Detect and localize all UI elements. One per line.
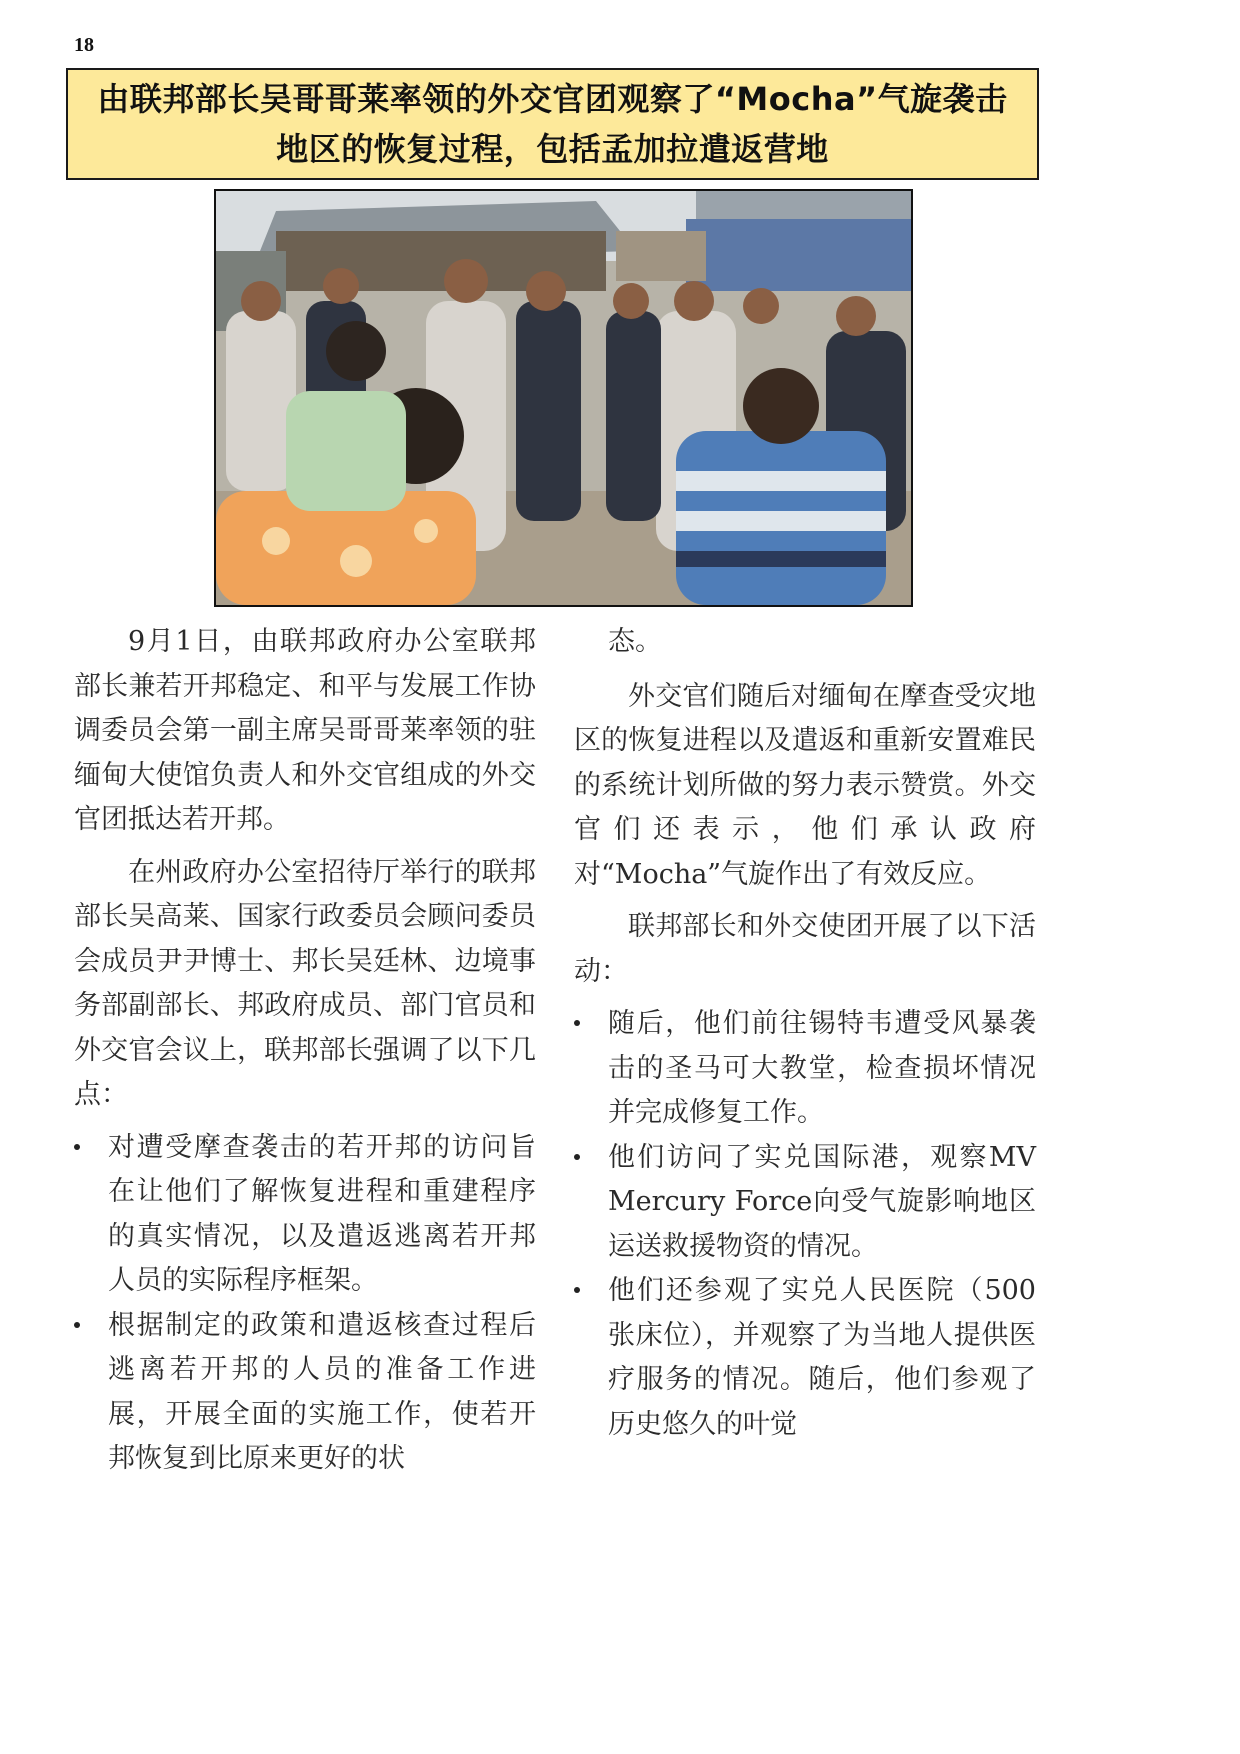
list-item: [74, 1126, 536, 1304]
bullet-icon: [574, 1020, 580, 1026]
headline-box: [66, 68, 1039, 180]
bullet-icon: [574, 1154, 580, 1160]
right-column: [574, 620, 1036, 1455]
paragraph: 联邦部长和外交使团开展了以下活动：: [574, 911, 1036, 987]
bullet-list: [74, 1126, 536, 1482]
list-item-text: 根据制定的政策和遣返核查过程后逃离若开邦的人员的准备工作进展，开展全面的实施工作，使若开邦恢复到比原来更好的状: [108, 1309, 536, 1474]
headline: 由联邦部长吴哥哥莱率领的外交官团观察了“Mocha”气旋袭击地区的恢复过程，包括孟加拉遣返营地: [97, 80, 1008, 168]
list-item-text: 他们访问了实兑国际港，观察MV Mercury Force向受气旋影响地区运送救援物资的情况。: [608, 1141, 1036, 1262]
list-item-text: 对遭受摩查袭击的若开邦的访问旨在让他们了解恢复进程和重建程序的真实情况，以及遣返逃离若开邦人员的实际程序框架。: [108, 1131, 536, 1296]
list-item: [574, 1136, 1036, 1270]
list-item: [574, 1269, 1036, 1447]
news-photo: [214, 189, 913, 607]
photo-image: [216, 191, 911, 605]
bullet-icon: [574, 1287, 580, 1293]
paragraph-continuation: 态。: [608, 626, 662, 657]
paragraph: 在州政府办公室招待厅举行的联邦部长吴高莱、国家行政委员会顾问委员会成员尹尹博士、邦长吴廷林、边境事务部副部长、邦政府成员、部门官员和外交官会议上，联邦部长强调了以下几点：: [74, 856, 536, 1110]
left-column: [74, 620, 536, 1490]
paragraph: 外交官们随后对缅甸在摩查受灾地区的恢复进程以及遣返和重新安置难民的系统计划所做的努力表示赞赏。外交官们还表示，他们承认政府对“Mocha”气旋作出了有效反应。: [574, 680, 1036, 890]
list-item-text: 他们还参观了实兑人民医院（500张床位），并观察了为当地人提供医疗服务的情况。随后，他们参观了历史悠久的叶觉: [608, 1275, 1036, 1440]
list-item: [74, 1304, 536, 1482]
list-item-text: 随后，他们前往锡特韦遭受风暴袭击的圣马可大教堂，检查损坏情况并完成修复工作。: [608, 1008, 1036, 1128]
paragraph: 9月1日，由联邦政府办公室联邦部长兼若开邦稳定、和平与发展工作协调委员会第一副主席吴哥哥莱率领的驻缅甸大使馆负责人和外交官组成的外交官团抵达若开邦。: [74, 626, 536, 835]
bullet-icon: [74, 1322, 80, 1328]
bullet-list: [574, 1002, 1036, 1447]
page-number: 18: [74, 34, 94, 56]
bullet-icon: [74, 1144, 80, 1150]
list-item: [574, 1002, 1036, 1136]
